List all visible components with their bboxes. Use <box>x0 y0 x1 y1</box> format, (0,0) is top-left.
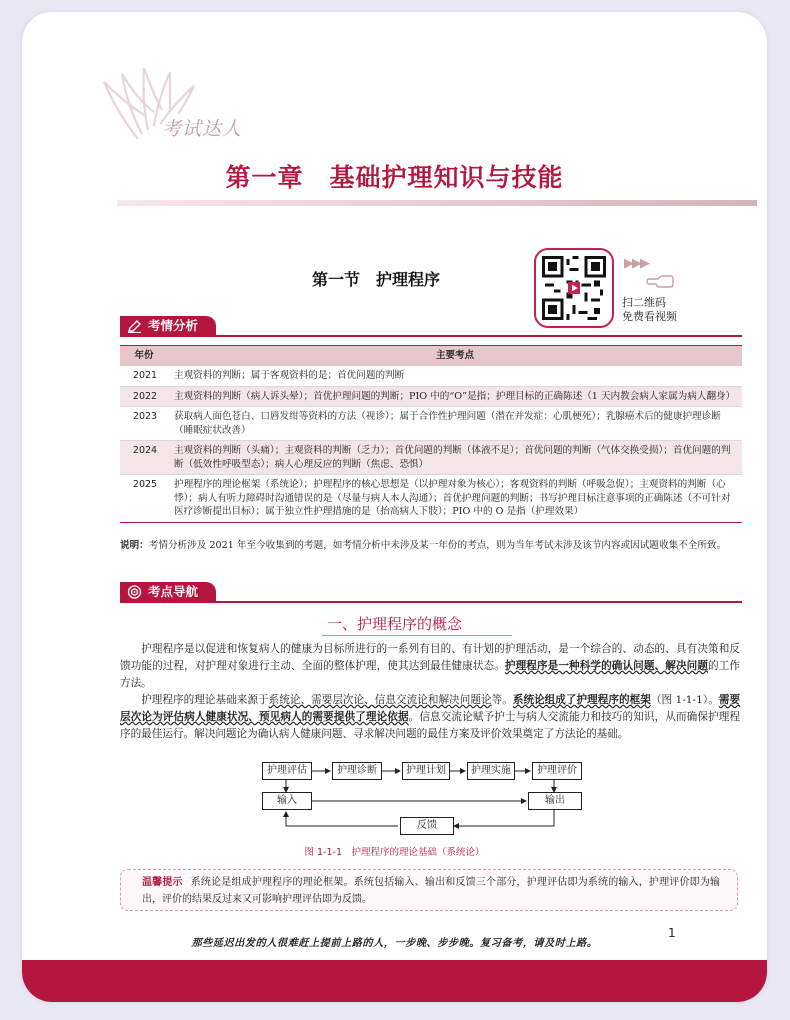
p2-highlight-2: 需要层次论为评估病人健康状况、预见病人的需要提供了理论依据 <box>120 694 741 723</box>
arrows-icon: ▶▶▶ <box>624 256 648 271</box>
feedback-box: 反馈 <box>400 817 454 835</box>
guide-tag <box>120 582 216 602</box>
row-points: 获取病人面色苍白、口唇发绀等资料的方法（视诊）；属于合作性护理问题（潜在并发症：心肌梗死）；乳腺癌术后的健康护理诊断（睡眠症状改善） <box>168 407 742 441</box>
guide-tag-label: 考点导航 <box>148 584 199 599</box>
row-points: 主观资料的判断（头痛）；主观资料的判断（乏力）；首优问题的判断（体液不足）；首优问题的判断（气体交换受损）；首优问题的判断（低效性呼吸型态）；病人心理反应的判断（焦虑、恐惧） <box>168 441 742 475</box>
page-number: 1 <box>668 926 676 940</box>
section-title: 第一节 护理程序 <box>312 270 441 289</box>
pencil-icon <box>127 319 142 333</box>
row-points: 主观资料的判断（病人诉头晕）；首优护理问题的判断；PIO 中的“O”是指；护理目标的正确陈述（1 天内教会病人家属为病人翻身） <box>168 386 742 407</box>
note-label: 说明： <box>120 540 149 551</box>
step-assessment: 护理评估 <box>262 762 312 780</box>
tip-content <box>142 874 720 908</box>
table-row <box>120 441 742 475</box>
table-row <box>120 475 742 523</box>
p2-text-2: 等。 <box>491 694 513 706</box>
paragraph-2 <box>120 692 740 743</box>
qr-label <box>622 296 677 324</box>
table-row <box>120 407 742 441</box>
row-points: 护理程序的理论框架（系统论）；护理程序的核心思想是（以护理对象为核心）；客观资料的判断（呼吸急促）；主观资料的判断（心悸）；病人有听力障碍时沟通错误的是（尽量与病人本人沟通）；首优护理问题的判断；书写护理目标注意事项的正确陈述（不可针对医疗诊断提出目标）；属于独立性护理措施的是（抬高病人下肢）；PIO 中的 O 是指（护理效果） <box>168 475 742 523</box>
qr-code-icon[interactable] <box>542 256 606 320</box>
p2-text: 护理程序的理论基础来源于 <box>141 694 269 706</box>
analysis-tag-label: 考情分析 <box>148 318 199 333</box>
concept-subtitle: 一、护理程序的概念 <box>326 615 462 633</box>
table-header-year: 年份 <box>120 346 168 367</box>
guide-tag-line <box>120 601 742 603</box>
footer-motto: 那些延迟出发的人很难赶上提前上路的人，一步晚、步步晚。复习备考，请及时上路。 <box>191 937 598 949</box>
output-box: 输出 <box>528 792 582 810</box>
p1-highlight: 护理程序是一种科学的确认问题、解决问题 <box>504 660 709 672</box>
step-implementation: 护理实施 <box>467 762 515 780</box>
analysis-note <box>120 539 742 553</box>
analysis-tag-line <box>120 335 742 337</box>
system-theory-diagram <box>258 760 588 852</box>
logo-text: 考试达人 <box>162 118 243 140</box>
p2-figure-ref: （图 1-1-1）。 <box>650 694 719 706</box>
p1-end: 的工作方法。 <box>120 660 741 689</box>
row-year: 2022 <box>120 386 168 407</box>
row-points: 主观资料的判断；属于客观资料的是；首优问题的判断 <box>168 366 742 386</box>
p2-rest: 。信息交流论赋予护士与病人交流能力和技巧的知识，从而确保护理程序的最佳运行。解决问题论为确认病人健康问题、寻求解决问题的最佳方案及评价效果奠定了方法论的基础。 <box>120 711 741 740</box>
input-box: 输入 <box>262 792 312 810</box>
tip-label: 温馨提示 <box>142 877 183 888</box>
step-diagnosis: 护理诊断 <box>332 762 382 780</box>
row-year: 2021 <box>120 366 168 386</box>
analysis-tag <box>120 316 216 336</box>
table-header-row <box>120 346 742 367</box>
analysis-table <box>120 345 742 523</box>
row-year: 2025 <box>120 475 168 523</box>
target-icon <box>127 585 142 599</box>
figure-caption: 图 1-1-1 护理程序的理论基础（系统论） <box>304 847 485 858</box>
chapter-title: 第一章 基础护理知识与技能 <box>225 163 564 192</box>
book-page <box>22 12 767 1002</box>
step-evaluation: 护理评价 <box>532 762 582 780</box>
p2-theories: 系统论、需要层次论、信息交流论和解决问题论 <box>268 694 492 706</box>
subtitle-underline <box>322 635 512 636</box>
row-year: 2023 <box>120 407 168 441</box>
row-year: 2024 <box>120 441 168 475</box>
p2-highlight-1: 系统论组成了护理程序的框架 <box>512 694 651 706</box>
pointing-hand-icon <box>646 270 674 290</box>
table-header-points: 主要考点 <box>168 346 742 367</box>
paragraph-1 <box>120 641 740 692</box>
qr-label-line2: 免费看视频 <box>622 310 677 323</box>
qr-label-line1: 扫二维码 <box>622 296 666 309</box>
note-text: 考情分析涉及 2021 年至今收集到的考题，如考情分析中未涉及某一年份的考点，则为当年考试未涉及该节内容或因试题收集不全所致。 <box>148 540 727 551</box>
tip-text: 系统论是组成护理程序的理论框架。系统包括输入、输出和反馈三个部分，护理评估即为系统的输入，护理评价即为输出，评价的结果反过来又可影响护理评估即为反馈。 <box>142 877 721 905</box>
step-planning: 护理计划 <box>402 762 450 780</box>
chapter-divider <box>117 200 757 206</box>
bottom-band <box>22 960 767 1002</box>
table-row <box>120 366 742 386</box>
table-row <box>120 386 742 407</box>
p1-text: 护理程序是以促进和恢复病人的健康为目标所进行的一系列有目的、有计划的护理活动，是一个综合的、动态的、具有决策和反馈功能的过程，对护理对象进行主动、全面的整体护理，使其达到最佳健康状态。 <box>120 643 740 672</box>
